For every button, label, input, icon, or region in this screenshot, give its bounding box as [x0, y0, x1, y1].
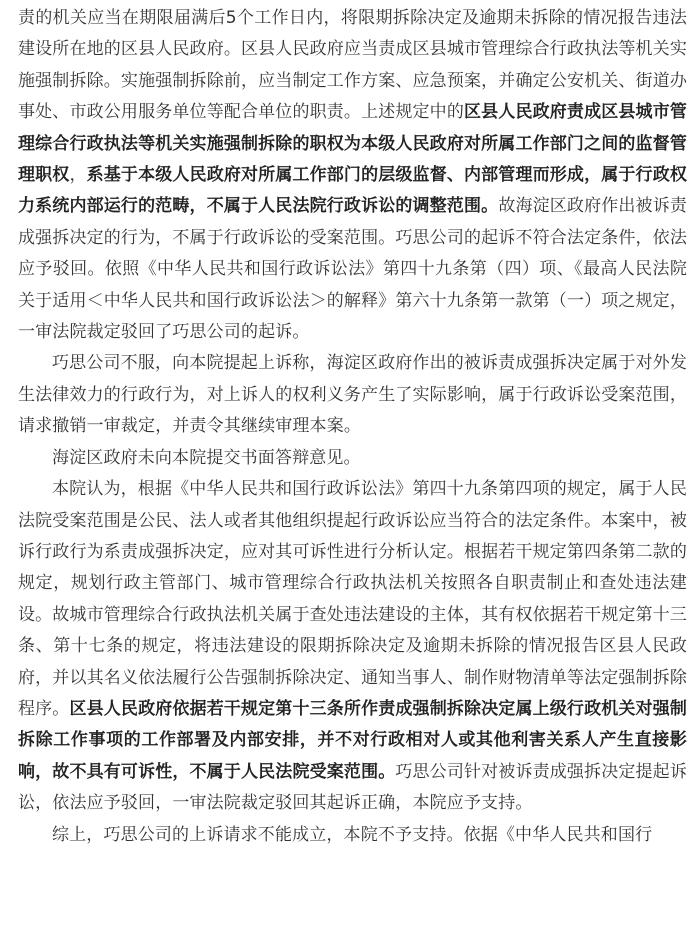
bold-text-segment: 系基于本级人民政府对所属工作部门的层级监督、内部管理而形成，属于行政权力系统内部运行的范畴，不属于人民法院行政诉讼的调整范围。 — [18, 165, 687, 217]
bold-text-segment: 区县人民政府责成区县城市管理综合行政执法等机关实施强制拆除的职权为本级人民政府对所属工作部门之间的监督管理职权 — [18, 102, 687, 186]
text-segment: 综上，巧思公司的上诉请求不能成立，本院不予支持。依据《中华人民共和国行 — [52, 824, 653, 845]
text-segment: 海淀区政府未向本院提交书面答辩意见。 — [52, 447, 361, 468]
paragraph-conclusion — [0, 820, 693, 851]
text-segment: 责的机关应当在期限届满后5个工作日内，将限期拆除决定及逾期未拆除的情况报告违法建设所在地的区县人民政府。区县人民政府应当责成区县城市管理综合行政执法等机关实施强制拆除。实施强制拆除前，应当制定工作方案、应急预案，并确定公安机关、街道办事处、市政公用服务单位等配合单位的职责。上述规定中的 — [18, 8, 687, 123]
text-segment: 巧思公司针对被诉责成强拆决定提起诉讼，依法应予驳回，一审法院裁定驳回其起诉正确，本院应予支持。 — [18, 761, 687, 814]
paragraph-respondent-response — [0, 443, 693, 474]
text-segment: ， — [69, 165, 87, 186]
paragraph-appellant-claim — [0, 348, 693, 442]
paragraph-first-instance-ruling — [0, 3, 693, 348]
text-segment: 本院认为，根据《中华人民共和国行政诉讼法》第四十九条第四项的规定，属于人民法院受案范围是公民、法人或者其他组织提起行政诉讼应当符合的法定条件。本案中，被诉行政行为系责成强拆决定，应对其可诉性进行分析认定。根据若干规定第四条第二款的规定，规划行政主管部门、城市管理综合行政执法机关按照各自职责制止和查处违法建设。故城市管理综合行政执法机关属于查处违法建设的主体，其有权依据若干规定第十三条、第十七条的规定，将违法建设的限期拆除决定及逾期未拆除的情况报告区县人民政府，并以其名义依法履行公告强制拆除决定、通知当事人、制作财物清单等法定强制拆除程序。 — [18, 479, 687, 719]
bold-text-segment: 区县人民政府依据若干规定第十三条所作责成强制拆除决定属上级行政机关对强制拆除工作事项的工作部署及内部安排，并不对行政相对人或其他利害关系人产生直接影响，故不具有可诉性，不属于人民法院受案范围。 — [18, 698, 687, 782]
text-segment: 巧思公司不服，向本院提起上诉称，海淀区政府作出的被诉责成强拆决定属于对外发生法律效力的行政行为，对上诉人的权利义务产生了实际影响，属于行政诉讼受案范围，请求撤销一审裁定，并责令其继续审理本案。 — [18, 353, 687, 437]
paragraph-court-reasoning — [0, 474, 693, 819]
text-segment: 故海淀区政府作出被诉责成强拆决定的行为，不属于行政诉讼的受案范围。巧思公司的起诉不符合法定条件，依法应予驳回。依照《中华人民共和国行政诉讼法》第四十九条第（四）项、《最高人民法院关于适用＜中华人民共和国行政诉讼法＞的解释》第六十九条第一款第（一）项之规定，一审法院裁定驳回了巧思公司的起诉。 — [18, 196, 687, 343]
